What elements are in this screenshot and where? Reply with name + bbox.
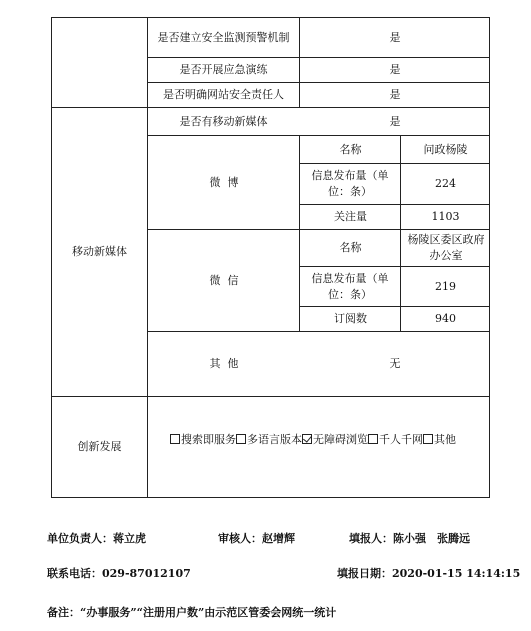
drill-value: 是 [389, 63, 401, 76]
weibo-label: 微 博 [209, 175, 239, 189]
wechat-sub-label: 订阅数 [334, 312, 367, 325]
innovation-option-label: 千人千网 [379, 433, 423, 446]
wechat-name-label: 名称 [339, 241, 362, 254]
innovation-option[interactable] [170, 431, 236, 447]
innovation-options [170, 431, 456, 447]
other-value: 无 [389, 357, 401, 370]
innovation-option-label: 无障碍浏览 [313, 433, 368, 446]
fill-date: 填报日期：2020-01-15 14:14:15 [337, 567, 521, 580]
innovation-option[interactable] [423, 431, 456, 447]
monitoring-value: 是 [389, 30, 401, 44]
contact-phone: 联系电话：029-87012107 [47, 567, 191, 580]
has-new-media-value: 是 [389, 114, 401, 128]
remark-note: 备注：“办事服务”“注册用户数”由示范区管委会网统一统计 [47, 606, 337, 619]
new-media-section-label: 移动新媒体 [72, 245, 127, 258]
innovation-label: 创新发展 [77, 440, 122, 453]
innovation-option[interactable] [368, 431, 423, 447]
reviewer: 审核人：赵增辉 [218, 532, 295, 545]
innovation-option[interactable] [302, 431, 368, 447]
wechat-posts-value: 219 [435, 279, 456, 293]
owner-value: 是 [389, 88, 401, 101]
innovation-option-label: 多语言版本 [247, 433, 302, 446]
monitoring-label: 是否建立安全监测预警机制 [157, 30, 290, 44]
other-label: 其 他 [209, 357, 239, 370]
checkbox-icon[interactable] [236, 434, 246, 444]
checkbox-icon[interactable] [368, 434, 378, 444]
wechat-sub-value: 940 [435, 312, 456, 325]
innovation-option-label: 搜索即服务 [181, 433, 236, 446]
weibo-name-value: 问政杨陵 [423, 142, 468, 156]
filler: 填报人：陈小强 张腾远 [349, 532, 470, 545]
report-table [51, 17, 490, 498]
wechat-name-value: 杨陵区委区政府办公室 [407, 233, 485, 262]
wechat-label: 微 信 [209, 273, 239, 287]
innovation-option-label: 其他 [434, 433, 456, 446]
checkbox-icon[interactable] [170, 434, 180, 444]
weibo-posts-label: 信息发布量（单位：条） [311, 169, 389, 198]
owner-label: 是否明确网站安全责任人 [163, 88, 284, 101]
innovation-option[interactable] [236, 431, 302, 447]
has-new-media-label: 是否有移动新媒体 [179, 114, 268, 128]
drill-label: 是否开展应急演练 [179, 63, 268, 76]
weibo-follow-label: 关注量 [334, 210, 367, 223]
wechat-posts-label: 信息发布量（单位：条） [311, 271, 389, 301]
weibo-posts-value: 224 [435, 177, 456, 190]
weibo-name-label: 名称 [339, 142, 362, 156]
checked-checkbox-icon[interactable] [302, 434, 312, 444]
unit-head: 单位负责人：蒋立虎 [47, 532, 146, 545]
weibo-follow-value: 1103 [431, 210, 460, 223]
checkbox-icon[interactable] [423, 434, 433, 444]
